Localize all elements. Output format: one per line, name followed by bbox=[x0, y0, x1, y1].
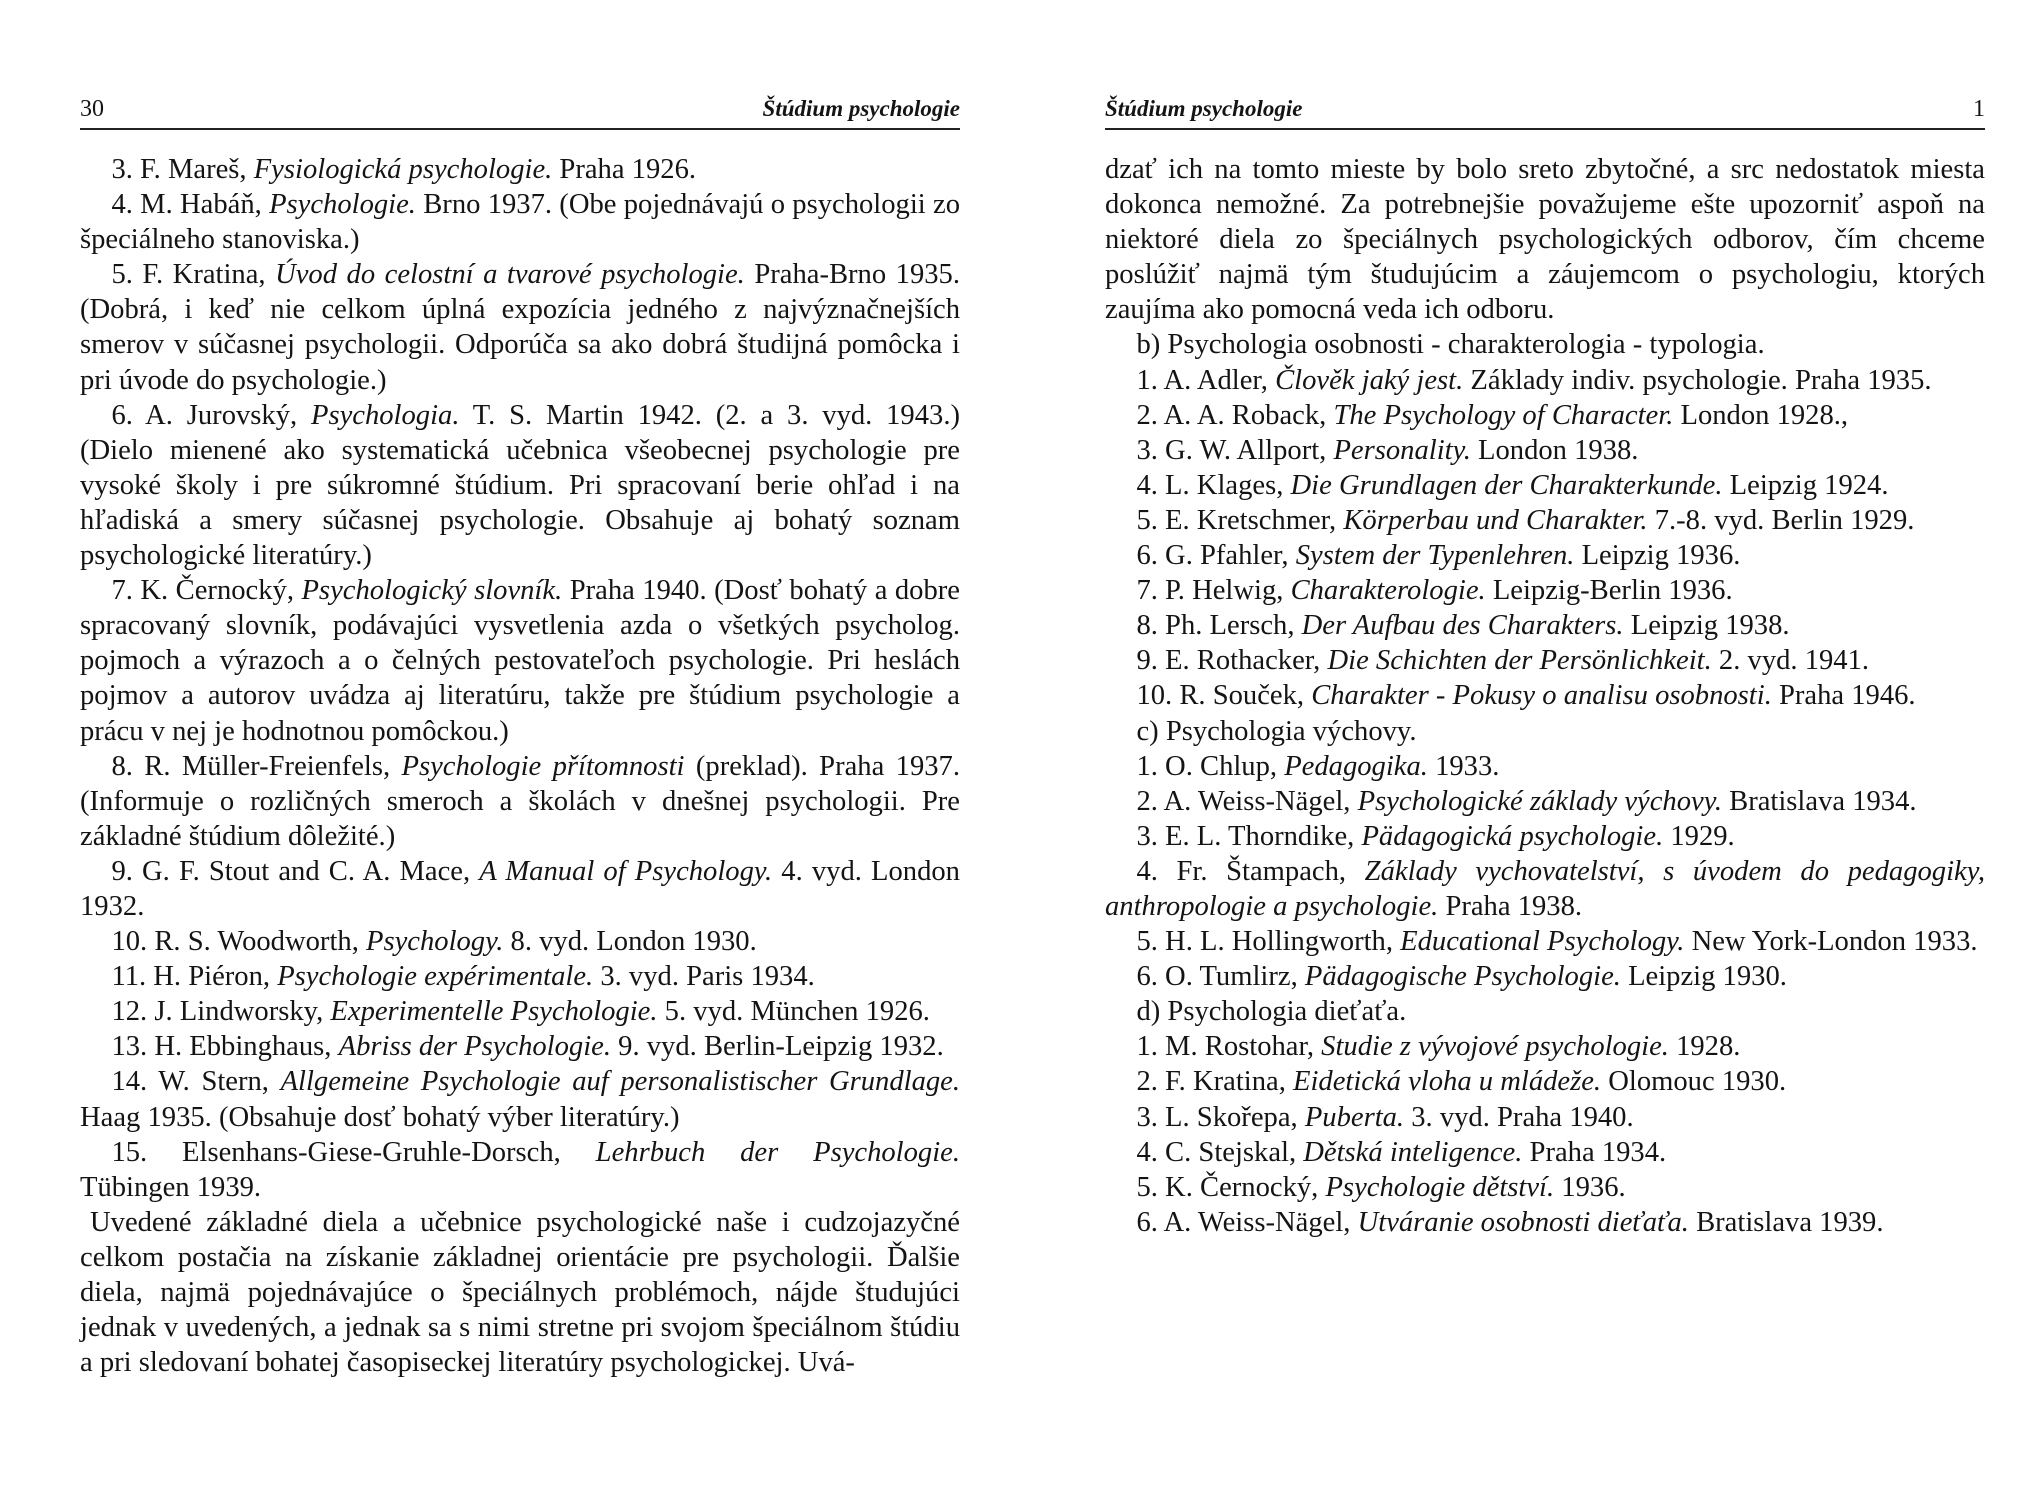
section-heading: c) Psychologia výchovy. bbox=[1136, 715, 1417, 747]
section-heading: d) Psychologia dieťaťa. bbox=[1136, 996, 1407, 1028]
bibliography-entry: 5. K. Černocký, Psychologie dětství. 1936. bbox=[1136, 1171, 1626, 1203]
bibliography-entry: 14. W. Stern, Allgemeine Psychologie auf personalistischer Grundlage. Haag 1935. (Obsahuje dosť bohatý výber literatúry.) bbox=[80, 1066, 960, 1133]
bibliography-entry: 15. Elsenhans-Giese-Gruhle-Dorsch, Lehrbuch der Psychologie. Tübingen 1939. bbox=[80, 1136, 961, 1203]
bibliography-entry: 10. R. Souček, Charakter - Pokusy o analisu osobnosti. Praha 1946. bbox=[1136, 680, 1916, 712]
bibliography-entry: 7. K. Černocký, Psychologický slovník. Praha 1940. (Dosť bohatý a dobre spracovaný slovník, podávajúci vysvetlenia azda o všetkých psycholog. pojmoch a výrazoch a o čelných pestovateľoch psychologie. Pri heslách pojmov a autorov uvádza aj literatúru, takže pre štúdium psychologie a prácu v nej je hodnotnou pomôckou.) bbox=[80, 575, 960, 747]
bibliography-entry: 9. E. Rothacker, Die Schichten der Persönlichkeit. 2. vyd. 1941. bbox=[1136, 645, 1870, 677]
bibliography-entry: 5. H. L. Hollingworth, Educational Psychology. New York-London 1933. bbox=[1136, 926, 1978, 958]
bibliography-entry: 6. A. Weiss-Nägel, Utváranie osobnosti dieťaťa. Bratislava 1939. bbox=[1136, 1206, 1884, 1238]
bibliography-entry: 4. Fr. Štampach, Základy vychovatelství, s úvodem do pedagogiky, anthropologie a psychologie. Praha 1938. bbox=[1105, 855, 1986, 922]
bibliography-entry: 8. R. Müller-Freienfels, Psychologie přítomnosti (preklad). Praha 1937. (Informuje o rozličných smeroch a školách v dnešnej psychologii. Pre základné štúdium dôležité.) bbox=[80, 750, 960, 852]
bibliography-entry: 3. G. W. Allport, Personality. London 1938. bbox=[1136, 434, 1639, 466]
body-paragraph: dzať ich na tomto mieste by bolo sreto zbytočné, a src nedostatok miesta dokonca nemožné. Za potrebnejšie považujeme ešte upozorniť aspoň na niektoré diela zo špeciálnych psychologických odborov, čím chceme poslúžiť najmä tým študujúcim a záujemcom o psychologiu, ktorých zaujíma ako pomocná veda ich odboru. bbox=[1105, 154, 1985, 326]
bibliography-entry: 1. M. Rostohar, Studie z vývojové psychologie. 1928. bbox=[1136, 1031, 1741, 1063]
page-number: 1 bbox=[1973, 96, 1985, 122]
bibliography-entry: 8. Ph. Lersch, Der Aufbau des Charakters. Leipzig 1938. bbox=[1136, 610, 1790, 642]
bibliography-entry: 6. G. Pfahler, System der Typenlehren. Leipzig 1936. bbox=[1136, 540, 1741, 572]
bibliography-entry: 2. A. A. Roback, The Psychology of Character. London 1928., bbox=[1136, 399, 1849, 431]
bibliography-entry: 5. F. Kratina, Úvod do celostní a tvarové psychologie. Praha-Brno 1935. (Dobrá, i keď nie celkom úplná expozícia jedného z najvýznačnejších smerov v súčasnej psychologii. Odporúča sa ako dobrá študijná pomôcka i pri úvode do psychologie.) bbox=[80, 259, 961, 396]
page-header bbox=[1105, 96, 1985, 130]
bibliography-entry: 1. O. Chlup, Pedagogika. 1933. bbox=[1136, 750, 1500, 782]
bibliography-entry: 1. A. Adler, Člověk jaký jest. Základy indiv. psychologie. Praha 1935. bbox=[1136, 364, 1932, 396]
left-page bbox=[80, 96, 960, 1380]
page-header bbox=[80, 96, 960, 130]
body-paragraph: Uvedené základné diela a učebnice psychologické naše i cudzojazyčné celkom postačia na získanie základnej orientácie pre psychologii. Ďalšie diela, najmä pojednávajúce o špeciálnych problémoch, nájde študujúci jednak v uvedených, a jednak sa s nimi stretne pri svojom špeciálnom štúdiu a pri sledovaní bohatej časopiseckej literatúry psychologickej. Uvá- bbox=[80, 1206, 960, 1379]
bibliography-entry: 7. P. Helwig, Charakterologie. Leipzig-Berlin 1936. bbox=[1136, 575, 1733, 607]
bibliography-entry: 12. J. Lindworsky, Experimentelle Psychologie. 5. vyd. München 1926. bbox=[111, 996, 930, 1028]
bibliography-entry: 3. L. Skořepa, Puberta. 3. vyd. Praha 1940. bbox=[1136, 1101, 1634, 1133]
bibliography-entry: 3. E. L. Thorndike, Pädagogická psychologie. 1929. bbox=[1136, 820, 1735, 852]
bibliography-entry: 3. F. Mareš, Fysiologická psychologie. Praha 1926. bbox=[111, 154, 697, 185]
running-head: Štúdium psychologie bbox=[1105, 96, 1303, 121]
page-body bbox=[1105, 152, 1985, 1240]
bibliography-entry: 2. F. Kratina, Eidetická vloha u mládeže. Olomouc 1930. bbox=[1136, 1066, 1787, 1098]
bibliography-entry: 6. O. Tumlirz, Pädagogische Psychologie. Leipzig 1930. bbox=[1136, 961, 1787, 993]
bibliography-entry: 10. R. S. Woodworth, Psychology. 8. vyd. London 1930. bbox=[111, 926, 757, 958]
bibliography-entry: 4. M. Habáň, Psychologie. Brno 1937. (Obe pojednávajú o psychologii zo špeciálneho stanoviska.) bbox=[80, 189, 960, 256]
bibliography-entry: 2. A. Weiss-Nägel, Psychologické základy výchovy. Bratislava 1934. bbox=[1136, 785, 1917, 817]
right-page bbox=[1105, 96, 1985, 1240]
page-body bbox=[80, 152, 960, 1380]
page-number: 30 bbox=[80, 96, 104, 122]
bibliography-entry: 9. G. F. Stout and C. A. Mace, A Manual of Psychology. 4. vyd. London 1932. bbox=[80, 855, 960, 922]
bibliography-entry: 6. A. Jurovský, Psychologia. T. S. Martin 1942. (2. a 3. vyd. 1943.) (Dielo mienené ako systematická učebnica všeobecnej psychologie pre vysoké školy i pre súkromné štúdium. Pri spracovaní berie ohľad i na hľadiská a smery súčasnej psychologie. Obsahuje aj bohatý soznam psychologické literatúry.) bbox=[80, 399, 960, 572]
running-head: Štúdium psychologie bbox=[762, 96, 960, 121]
section-heading: b) Psychologia osobnosti - charakterologia - typologia. bbox=[1136, 329, 1765, 361]
bibliography-entry: 11. H. Piéron, Psychologie expérimentale. 3. vyd. Paris 1934. bbox=[111, 961, 815, 993]
bibliography-entry: 4. C. Stejskal, Dětská inteligence. Praha 1934. bbox=[1136, 1136, 1667, 1168]
bibliography-entry: 13. H. Ebbinghaus, Abriss der Psychologie. 9. vyd. Berlin-Leipzig 1932. bbox=[111, 1031, 944, 1063]
bibliography-entry: 5. E. Kretschmer, Körperbau und Charakter. 7.-8. vyd. Berlin 1929. bbox=[1136, 504, 1915, 536]
bibliography-entry: 4. L. Klages, Die Grundlagen der Charakterkunde. Leipzig 1924. bbox=[1136, 469, 1889, 501]
